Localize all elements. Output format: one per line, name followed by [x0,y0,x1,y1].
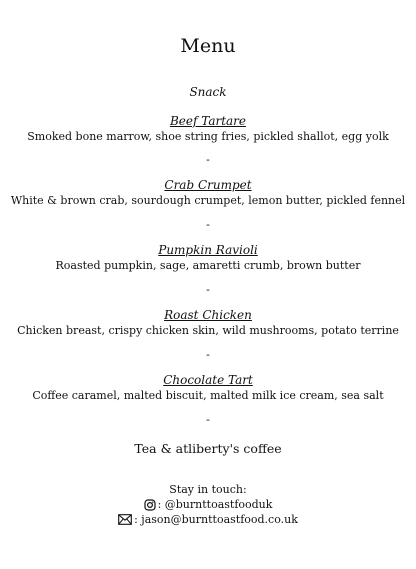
dish-name: Pumpkin Ravioli [158,243,258,257]
instagram-icon [144,499,156,511]
envelope-icon [118,514,132,525]
contact-block [0,482,416,527]
dish-item [0,308,416,338]
dish-item [0,178,416,208]
dish-description: Roasted pumpkin, sage, amaretti crumb, brown butter [55,259,361,272]
dish-item [0,373,416,403]
dish-name: Beef Tartare [169,114,247,128]
dish-description: Coffee caramel, malted biscuit, malted milk ice cream, sea salt [32,389,384,402]
drinks-line: Tea & atliberty's coffee [134,441,282,456]
instagram-row [0,497,416,512]
separator: - [206,413,210,426]
separator: - [206,218,210,231]
contact-heading: Stay in touch: [169,482,247,496]
separator: - [206,283,210,296]
dish-item [0,114,416,144]
dish-description: White & brown crab, sourdough crumpet, lemon butter, pickled fennel [10,194,406,207]
email-address[interactable]: : jason@burnttoastfood.co.uk [134,512,298,526]
dish-item [0,243,416,273]
menu-title: Menu [180,35,236,57]
dish-name: Roast Chicken [164,308,252,322]
dish-description: Smoked bone marrow, shoe string fries, pickled shallot, egg yolk [27,130,389,143]
email-row [0,512,416,527]
dish-name: Chocolate Tart [163,373,253,387]
dish-name: Crab Crumpet [164,178,252,192]
separator: - [206,153,210,166]
instagram-handle[interactable]: : @burnttoastfooduk [157,497,273,511]
dish-description: Chicken breast, crispy chicken skin, wild mushrooms, potato terrine [17,324,399,337]
separator: - [206,348,210,361]
section-heading: Snack [189,85,227,99]
